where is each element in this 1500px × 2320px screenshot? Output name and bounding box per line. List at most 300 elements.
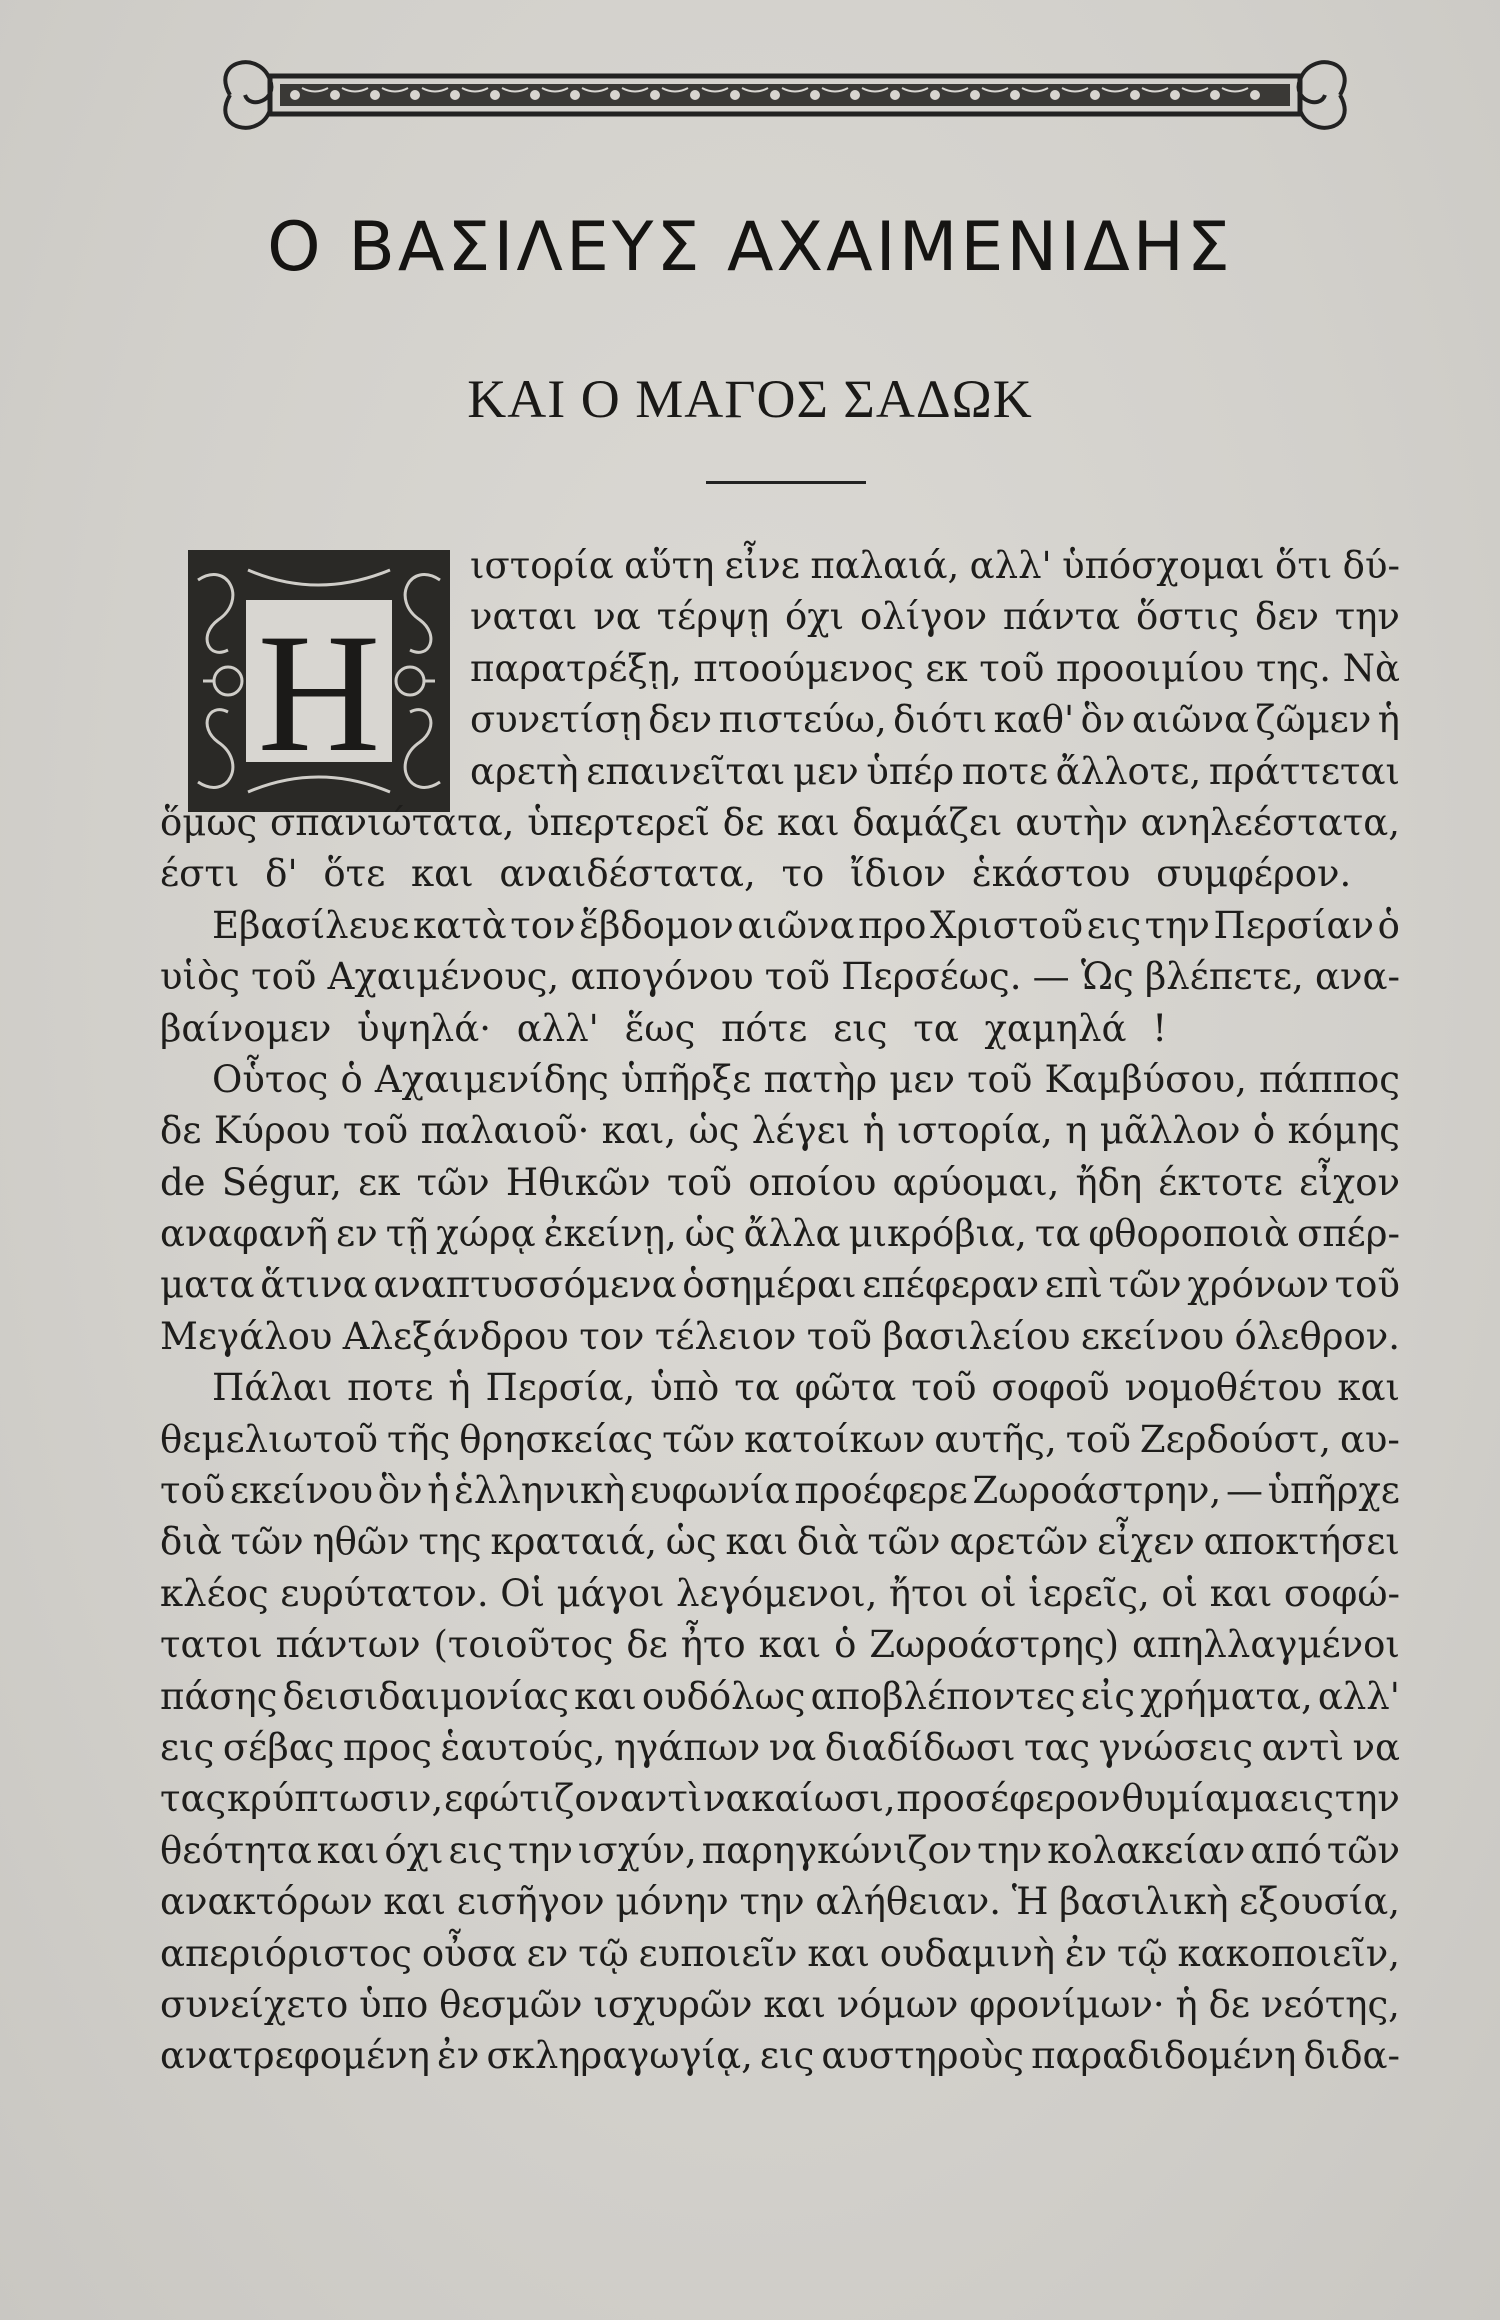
word: Ζερδούστ, [1139, 1417, 1332, 1461]
word: ισχύν, [577, 1828, 697, 1872]
word: Ὡς [1080, 955, 1134, 999]
word: νομοθέτου [1124, 1366, 1323, 1410]
word: ἡ [1377, 698, 1400, 742]
word: ἤτοι [888, 1571, 969, 1615]
word: δεν [648, 698, 713, 742]
text-line [160, 1311, 1400, 1362]
word: γνώσεις [1098, 1725, 1254, 1769]
word: αὕτη [624, 544, 715, 587]
word: μικρόβια, [848, 1212, 1027, 1256]
word: ἐν [1064, 1931, 1108, 1975]
word: ὅτι [1275, 544, 1333, 587]
text-line [160, 1259, 1400, 1310]
word: εις [448, 1828, 503, 1872]
word: τοῦ [911, 1366, 977, 1410]
word: de [160, 1160, 206, 1204]
word: Χριστοῦ [930, 903, 1084, 947]
text-line [160, 1722, 1400, 1773]
text-line [160, 1671, 1400, 1722]
word: εκείνου [1080, 1314, 1225, 1358]
word: ἤδη [1075, 1160, 1143, 1204]
word: σπανιώτατα, [270, 800, 515, 844]
word: την [1334, 1777, 1400, 1821]
word: σοφώ- [1283, 1571, 1400, 1615]
word: τατοι [160, 1623, 263, 1667]
word: καίωσι, [751, 1777, 896, 1821]
word: παρηγκώνιζον [701, 1828, 973, 1872]
text-line [470, 746, 1400, 797]
word: κολακείαν [1047, 1828, 1246, 1872]
word: ουδόλως [641, 1674, 806, 1718]
word: να [703, 1777, 751, 1821]
word: φθοροποιὰ [1088, 1212, 1289, 1256]
word: ἡ [862, 1109, 885, 1153]
word: τῇ [385, 1212, 429, 1256]
word: δε [722, 800, 765, 844]
word: τοῦ [160, 1469, 226, 1513]
word: ὁσημέραι [682, 1263, 857, 1307]
text-line [160, 797, 1400, 848]
word: αναφανῆ [160, 1212, 329, 1256]
word: τῆς [386, 1417, 451, 1461]
word: — [1032, 955, 1070, 999]
word: ευποιεῖν [638, 1931, 798, 1975]
word: όχι [784, 595, 845, 639]
word: τα [1034, 1212, 1081, 1256]
word: ὑπέρ [866, 749, 955, 793]
word: Μεγάλου [160, 1314, 333, 1358]
word: χρόνων [1187, 1263, 1329, 1307]
word: αιῶνα [737, 903, 855, 947]
word: αποκτήσει [1203, 1520, 1400, 1564]
word: ποτε [961, 749, 1048, 793]
word: αντὶ [1261, 1725, 1345, 1769]
text-line [470, 643, 1400, 694]
word: τοῦ [666, 1160, 733, 1204]
word: διαδίδωσι [824, 1725, 1016, 1769]
word: σπέρ- [1296, 1212, 1400, 1256]
word: και [763, 1982, 826, 2026]
word: αντὶ [619, 1777, 703, 1821]
text-line [470, 694, 1400, 745]
word: ιστορία, [897, 1109, 1053, 1153]
word: νεότης, [1260, 1982, 1400, 2026]
word: μόνην [615, 1880, 729, 1924]
word: πράττεται [1208, 749, 1400, 793]
word: τῷ [1117, 1931, 1168, 1975]
word: τοῦ [764, 955, 831, 999]
text-line [160, 951, 1400, 1002]
word: Ζωροάστρην, [972, 1469, 1222, 1513]
word: τῷ [578, 1931, 629, 1975]
word: τοῦ [1065, 1417, 1131, 1461]
word: ἡ [427, 1469, 450, 1513]
word: ὃν [377, 1469, 423, 1513]
word: προέφερε [794, 1469, 968, 1513]
word: ιστορία [470, 544, 614, 587]
text-line [160, 1054, 1400, 1105]
word: πάντων [275, 1623, 421, 1667]
word: σοφοῦ [991, 1366, 1110, 1410]
word: καθ' [993, 698, 1075, 742]
word: τῶν [416, 1160, 490, 1204]
word: τοῦ [967, 1057, 1033, 1101]
word: Ηθικῶν [505, 1160, 651, 1204]
text-line [160, 1825, 1400, 1876]
word: εἶχεν [1097, 1520, 1195, 1564]
word: να [768, 1725, 817, 1769]
word: και [1209, 1571, 1273, 1615]
word: διὰ [796, 1520, 859, 1564]
word: τῶν [230, 1520, 304, 1564]
word: Ἡ [1011, 1880, 1049, 1924]
text-line [470, 591, 1400, 642]
word: ευρύτατον. [280, 1571, 489, 1615]
word: Περσίαν [1213, 903, 1374, 947]
word: ὁ [340, 1057, 363, 1101]
word: ὡς [684, 1212, 736, 1256]
text-line [160, 1979, 1400, 2030]
chapter-title: Ο ΒΑΣΙΛΕΥΣ ΑΧΑΙΜΕΝΙΔΗΣ [267, 208, 1233, 287]
word: εν [526, 1931, 569, 1975]
word: εξουσία, [1239, 1880, 1400, 1924]
word: αρετὴ [470, 749, 579, 793]
word: ἑλληνικὴ [454, 1469, 626, 1513]
text-line [160, 1157, 1400, 1208]
word: διότι [893, 698, 988, 742]
word: Εβασίλευε [212, 903, 410, 947]
word: ἕβδομον [579, 903, 734, 947]
word: αυ- [1339, 1417, 1400, 1461]
word: προς [342, 1725, 432, 1769]
word: τας [160, 1777, 227, 1821]
word: πάντα [1002, 595, 1121, 639]
word: ανατρεφομένη [160, 2034, 430, 2078]
word: τον [510, 903, 576, 947]
word: αναπτυσσόμενα [373, 1263, 677, 1307]
word: τοῦ [979, 646, 1045, 690]
word: πάππος [1259, 1057, 1400, 1101]
word: Ζωροάστρης) [869, 1623, 1120, 1667]
word: μᾶλλον [1099, 1109, 1241, 1153]
word: κραταιά, [490, 1520, 658, 1564]
word: θεμελιωτοῦ [160, 1417, 379, 1461]
word: θεότητα [160, 1828, 312, 1872]
word: κακοποιεῖν, [1177, 1931, 1400, 1975]
word: Περσία, [485, 1366, 636, 1410]
word: αρύομαι, [892, 1160, 1060, 1204]
word: τον [579, 1314, 645, 1358]
word: τοῦ [251, 955, 317, 999]
word: Κύρου [213, 1109, 331, 1153]
word: μάγοι [556, 1571, 665, 1615]
word: Ségur, [221, 1160, 342, 1204]
word: πτοούμενος [693, 646, 914, 690]
word: διὰ [160, 1520, 222, 1564]
word: πιστεύω, [718, 698, 887, 742]
word: — [1225, 1469, 1263, 1513]
word: εκείνου [229, 1469, 374, 1513]
word: δεν [1255, 595, 1319, 639]
word: ὑπερτερεῖ [527, 800, 710, 844]
text-line [160, 1465, 1400, 1516]
word: ανακτόρων [160, 1880, 373, 1924]
word: σκληραγωγίᾳ, [486, 2034, 753, 2078]
word: και [725, 1520, 789, 1564]
word: δε [1208, 1982, 1251, 2026]
word: την [1144, 903, 1210, 947]
word: τῶν [1326, 1828, 1400, 1872]
text-line [160, 900, 1400, 951]
word: ναται [470, 595, 578, 639]
title-rule [706, 481, 866, 484]
word: ἦτο [680, 1623, 746, 1667]
word: εν [336, 1212, 378, 1256]
word: παλαιοῦ· [420, 1109, 590, 1153]
word: παραδιδομένη [1031, 2034, 1297, 2078]
text-line [160, 1208, 1400, 1259]
word: ευφωνία [629, 1469, 790, 1513]
word: επαινεῖται [586, 749, 786, 793]
word: και [1337, 1366, 1400, 1410]
word: και [777, 800, 840, 844]
word: αποβλέποντες [810, 1674, 1076, 1718]
word: ἄλλα [743, 1212, 841, 1256]
word: ὑπὸ [650, 1366, 720, 1410]
word: κατοίκων [744, 1417, 926, 1461]
word: τοῦ [1334, 1263, 1400, 1307]
word: ἄλλοτε, [1055, 749, 1202, 793]
word: όχι [384, 1828, 444, 1872]
word: οποίου [748, 1160, 877, 1204]
word: θρησκείας [459, 1417, 654, 1461]
word: ὁ [1377, 903, 1400, 947]
text-line [160, 2030, 1400, 2081]
word: δε [160, 1109, 202, 1153]
word: από [1250, 1828, 1322, 1872]
word: την [507, 1828, 573, 1872]
word: φῶτα [794, 1366, 897, 1410]
word: και [383, 1880, 447, 1924]
word: Οἱ [500, 1571, 546, 1615]
word: παρατρέξῃ, [470, 646, 682, 690]
word: αυστηροὺς [821, 2034, 1025, 2078]
word: ἑαυτούς, [440, 1725, 606, 1769]
word: απεριόριστος [160, 1931, 412, 1975]
word: τῶν [867, 1520, 941, 1564]
word: αλήθειαν. [815, 1880, 1002, 1924]
word: ὅστις [1136, 595, 1240, 639]
word: τῶν [662, 1417, 736, 1461]
text-line [160, 1568, 1400, 1619]
word: θυμίαμα [1121, 1777, 1279, 1821]
word: προσέφερον [896, 1777, 1121, 1821]
word: δεισιδαιμονίας [282, 1674, 570, 1718]
word: έκτοτε [1158, 1160, 1283, 1204]
text-line [160, 1773, 1400, 1824]
word: ανηλεέστατα, [1140, 800, 1400, 844]
word: εἰς [1080, 1674, 1136, 1718]
word: αλλ' [1317, 1674, 1400, 1718]
word: εκ [358, 1160, 401, 1204]
word: εισῆγον [456, 1880, 605, 1924]
word: ανα- [1314, 955, 1400, 999]
word: Καμβύσου, [1044, 1057, 1247, 1101]
word: και [807, 1931, 870, 1975]
word: προ [858, 903, 927, 947]
word: σέβας [222, 1725, 335, 1769]
word: Πάλαι [212, 1366, 333, 1410]
word: ἡ [1175, 1982, 1198, 2026]
word: την [739, 1880, 805, 1924]
word: τῶν [1108, 1263, 1182, 1307]
word: ποτε [347, 1366, 434, 1410]
word: κλέος [160, 1571, 269, 1615]
word: και [758, 1623, 822, 1667]
word: μεν [889, 1057, 955, 1101]
word: ουδαμινὴ [879, 1931, 1056, 1975]
word: τοῦ [342, 1109, 409, 1153]
word: επὶ [1044, 1263, 1103, 1307]
word: Αχαιμένους, [327, 955, 560, 999]
text-line [160, 1414, 1400, 1465]
text-line [160, 1876, 1400, 1927]
word: οὖσα [421, 1931, 517, 1975]
word: Αλεξάνδρου [342, 1314, 569, 1358]
text-line: βαίνομεν ὑψηλά· αλλ' ἕως πότε εις τα χαμηλά ! [160, 1006, 1168, 1050]
word: υἱὸς [160, 955, 240, 999]
word: αυτὴν [1015, 800, 1128, 844]
text-line [470, 540, 1400, 591]
word: Αχαιμενίδης [374, 1057, 609, 1101]
word: Νὰ [1342, 646, 1400, 690]
chapter-subtitle: ΚΑΙ Ο ΜΑΓΟΣ ΣΑΔΩΚ [467, 369, 1033, 429]
word: τέρψῃ [656, 595, 770, 639]
text-line [160, 1619, 1400, 1670]
word: αιῶνα [1131, 698, 1249, 742]
word: δύ- [1342, 544, 1400, 587]
word: εἶχον [1299, 1160, 1400, 1204]
word: απηλλαγμένοι [1131, 1623, 1400, 1667]
word: αυτῆς, [934, 1417, 1057, 1461]
text-line [160, 1928, 1400, 1979]
word: εἶνε [724, 544, 800, 587]
word: Οὗτος [212, 1057, 329, 1101]
word: την [1334, 595, 1400, 639]
word: προοιμίου [1055, 646, 1245, 690]
word: εις [1279, 1777, 1334, 1821]
word: να [593, 595, 641, 639]
word: ὅμως [160, 800, 258, 844]
word: ισχυρῶν [593, 1982, 753, 2026]
word: βασιλικὴ [1059, 1880, 1229, 1924]
word: συνετίσῃ [470, 698, 642, 742]
word: ὡς [665, 1520, 717, 1564]
word: εις [759, 2034, 815, 2078]
word: λεγόμενοι, [676, 1571, 878, 1615]
word: ζῶμεν [1255, 698, 1372, 742]
word: αρετῶν [949, 1520, 1089, 1564]
text-line [160, 1105, 1400, 1156]
word: τέλειον [654, 1314, 797, 1358]
word: και [316, 1828, 380, 1872]
word: ὃν [1080, 698, 1126, 742]
word: ἱερεῖς, [1028, 1571, 1150, 1615]
word: βασιλείου [882, 1314, 1071, 1358]
word: ὑπῆρξε [621, 1057, 752, 1101]
drop-cap-letter: Η [257, 599, 381, 787]
word: ὑπῆρχε [1267, 1469, 1400, 1513]
word: (τοιοῦτος [433, 1623, 614, 1667]
word: τα [734, 1366, 780, 1410]
word: νόμων [836, 1982, 959, 2026]
word: να [1352, 1725, 1400, 1769]
word: δε [626, 1623, 668, 1667]
word: την [977, 1828, 1043, 1872]
word: και [574, 1674, 637, 1718]
word: τας [1023, 1725, 1091, 1769]
word: πατὴρ [763, 1057, 878, 1101]
word: κατὰ [413, 903, 507, 947]
word: ὁ [1252, 1109, 1276, 1153]
text-line [160, 1516, 1400, 1567]
word: εις [160, 1725, 215, 1769]
word: δαμάζει [852, 800, 1003, 844]
body-text [160, 540, 1400, 2082]
word: ἐν [437, 2034, 480, 2078]
word: Περσέως. [841, 955, 1022, 999]
text-line [160, 1362, 1400, 1413]
word: ὁ [834, 1623, 857, 1667]
word: κρύπτωσιν, [226, 1777, 444, 1821]
text-line: έστι δ' ὅτε και αναιδέστατα, το ἴδιον ἑκάστου συμφέρον. [160, 852, 1352, 896]
word: της. [1255, 646, 1332, 690]
word: παλαιά, [810, 544, 960, 587]
word: της [418, 1520, 482, 1564]
word: ὑπόσχομαι [1062, 544, 1265, 587]
word: θεσμῶν [439, 1982, 583, 2026]
word: απογόνου [570, 955, 754, 999]
headpiece-ornament [190, 40, 1380, 150]
word: βλέπετε, [1144, 955, 1304, 999]
word: εις [1086, 903, 1142, 947]
word: οἱ [1161, 1571, 1199, 1615]
word: ὑπο [359, 1982, 429, 2026]
word: χρήματα, [1140, 1674, 1313, 1718]
word: ηθῶν [312, 1520, 410, 1564]
word: εφώτιζον [444, 1777, 620, 1821]
word: ολίγον [859, 595, 988, 639]
word: πάσης [160, 1674, 278, 1718]
word: ματα [160, 1263, 255, 1307]
word: ηγάπων [614, 1725, 761, 1769]
word: συνείχετο [160, 1982, 349, 2026]
word: επέφεραν [862, 1263, 1040, 1307]
word: κόμης [1287, 1109, 1400, 1153]
word: χώρᾳ [436, 1212, 536, 1256]
word: ὡς [688, 1109, 740, 1153]
word: οἱ [979, 1571, 1017, 1615]
word: και, [601, 1109, 677, 1153]
word: η [1065, 1109, 1088, 1153]
word: ἡ [448, 1366, 471, 1410]
word: μεν [792, 749, 859, 793]
word: φρονίμων· [969, 1982, 1165, 2026]
word: τοῦ [806, 1314, 873, 1358]
word: εκ [925, 646, 968, 690]
word: ἅτινα [260, 1263, 368, 1307]
word: ἐκείνῃ, [543, 1212, 677, 1256]
